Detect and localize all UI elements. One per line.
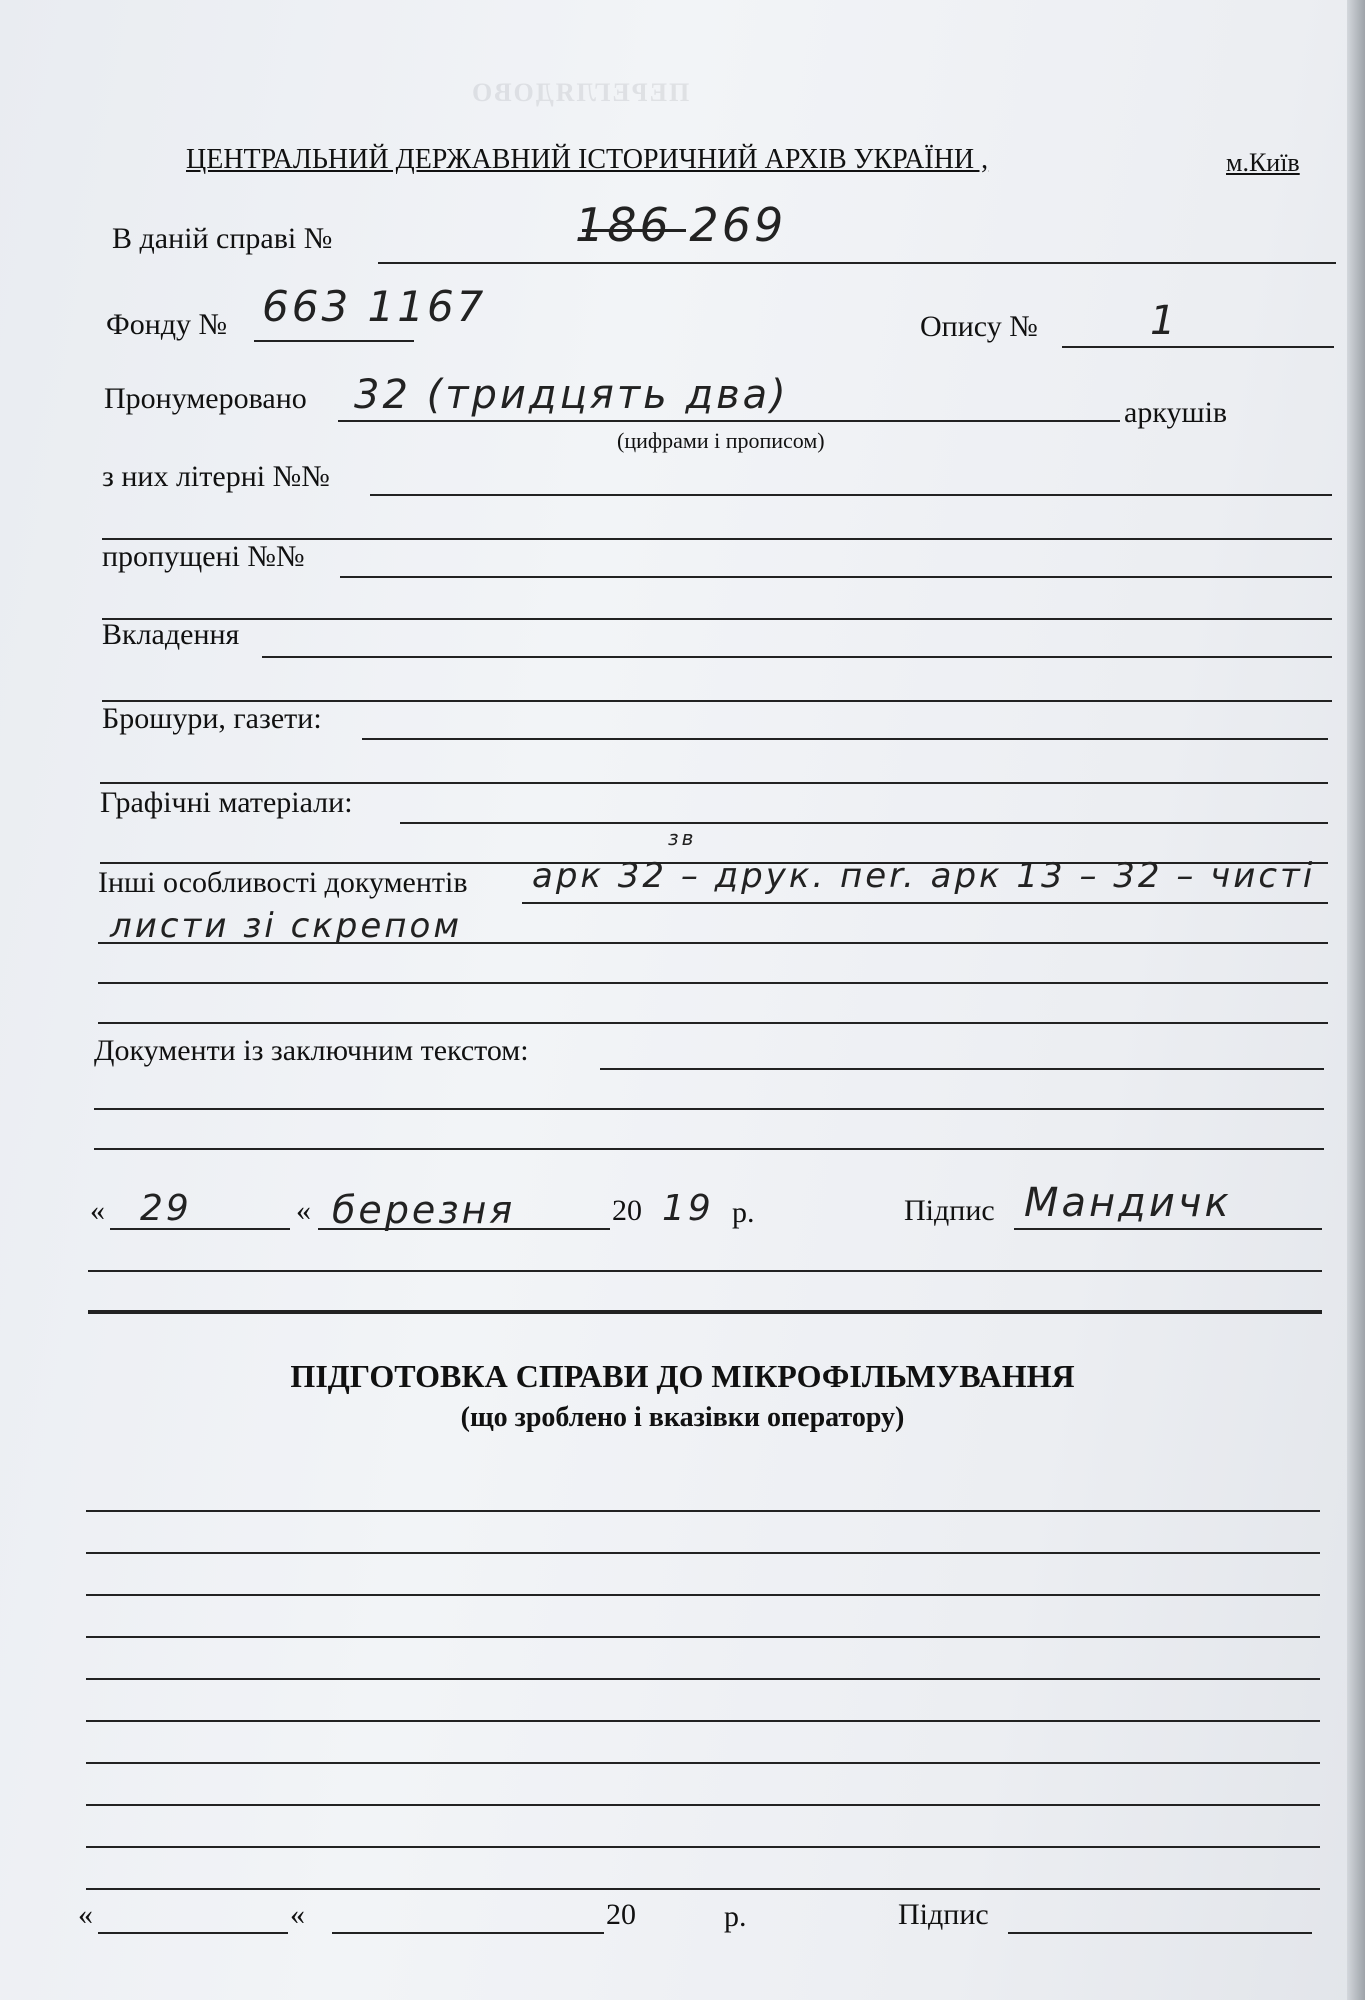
case-value-handwritten: 186 269 [575, 198, 787, 252]
opys-field-line [1062, 346, 1334, 348]
date2-century: 20 [606, 1898, 636, 1931]
date-year-handwritten: 19 [662, 1188, 714, 1229]
date-quote-close: « [296, 1194, 311, 1227]
city-label: м.Київ [1226, 148, 1300, 177]
section-divider [88, 1310, 1322, 1314]
brochures-field-line [362, 738, 1328, 740]
signature2-label: Підпис [898, 1898, 989, 1931]
signature-line [1014, 1228, 1322, 1230]
graphics-field-line [400, 822, 1328, 824]
numbered-field-line [338, 420, 1120, 422]
notes-line [86, 1888, 1320, 1890]
attachments-label: Вкладення [102, 618, 240, 651]
literal-label: з них літерні №№ [102, 460, 330, 493]
date2-day-line [98, 1932, 288, 1934]
other-features-field-line [522, 902, 1328, 904]
concluding-field-line [600, 1068, 1324, 1070]
numbered-value-handwritten: 32 (тридцять два) [354, 372, 789, 418]
date2-quote-close: « [290, 1898, 305, 1931]
missing-label: пропущені №№ [102, 540, 305, 573]
section-title: ПІДГОТОВКА СПРАВИ ДО МІКРОФІЛЬМУВАННЯ [290, 1358, 1075, 1394]
date-century: 20 [612, 1194, 642, 1227]
blank-line [88, 1270, 1322, 1272]
literal-field-line [370, 494, 1332, 496]
signature-handwritten: Мандичк [1024, 1180, 1232, 1226]
notes-line [86, 1594, 1320, 1596]
signature-label: Підпис [904, 1194, 995, 1227]
notes-line [86, 1846, 1320, 1848]
blank-line [102, 618, 1332, 620]
notes-line [86, 1762, 1320, 1764]
date-day-handwritten: 29 [140, 1188, 192, 1229]
blank-line [98, 1022, 1328, 1024]
date2-month-line [332, 1932, 604, 1934]
other-features-insertion: зв [668, 826, 697, 850]
archive-name: ЦЕНТРАЛЬНИЙ ДЕРЖАВНИЙ ІСТОРИЧНИЙ АРХІВ УКРАЇНИ , [186, 144, 989, 175]
numbered-hint: (цифрами і прописом) [617, 428, 825, 453]
opys-value-handwritten: 1 [1150, 298, 1179, 344]
date-month-handwritten: березня [332, 1188, 516, 1232]
section-subtitle: (що зроблено і вказівки оператору) [460, 1402, 905, 1433]
other-features-handwritten-2: листи зі скрепом [110, 906, 462, 946]
other-features-label: Інші особливості документів [98, 866, 468, 899]
blank-line [94, 1148, 1324, 1150]
signature2-line [1008, 1932, 1312, 1934]
notes-line [86, 1552, 1320, 1554]
case-label: В даній справі № [112, 222, 333, 255]
fond-value-handwritten: 663 1167 [262, 282, 487, 331]
graphics-label: Графічні матеріали: [100, 786, 353, 819]
notes-line [86, 1510, 1320, 1512]
paper-edge [1347, 0, 1365, 2000]
missing-field-line [340, 576, 1332, 578]
notes-line [86, 1636, 1320, 1638]
date-quote-open: « [90, 1194, 105, 1227]
date2-year-suffix: р. [724, 1900, 747, 1933]
notes-line [86, 1804, 1320, 1806]
fond-label: Фонду № [106, 308, 228, 341]
strike-through [582, 229, 686, 232]
opys-label: Опису № [920, 310, 1038, 343]
blank-line [94, 1108, 1324, 1110]
date-day-line [110, 1228, 290, 1230]
blank-line [100, 782, 1328, 784]
date2-quote-open: « [78, 1898, 93, 1931]
other-features-handwritten-1: арк 32 – друк. пеr. арк 13 – 32 – чисті [532, 856, 1316, 896]
date-year-suffix: р. [732, 1196, 755, 1229]
fond-field-line [254, 340, 414, 342]
blank-line [98, 942, 1328, 944]
notes-line [86, 1678, 1320, 1680]
blank-line [98, 982, 1328, 984]
concluding-label: Документи із заключним текстом: [94, 1034, 529, 1067]
bleed-through-text: ПЕРЕГЛЯДОВО [470, 78, 690, 107]
notes-line [86, 1720, 1320, 1722]
sheets-label: аркушів [1124, 396, 1228, 429]
brochures-label: Брошури, газети: [102, 702, 322, 735]
attachments-field-line [262, 656, 1332, 658]
numbered-label: Пронумеровано [104, 382, 307, 415]
case-field-line [378, 262, 1336, 264]
